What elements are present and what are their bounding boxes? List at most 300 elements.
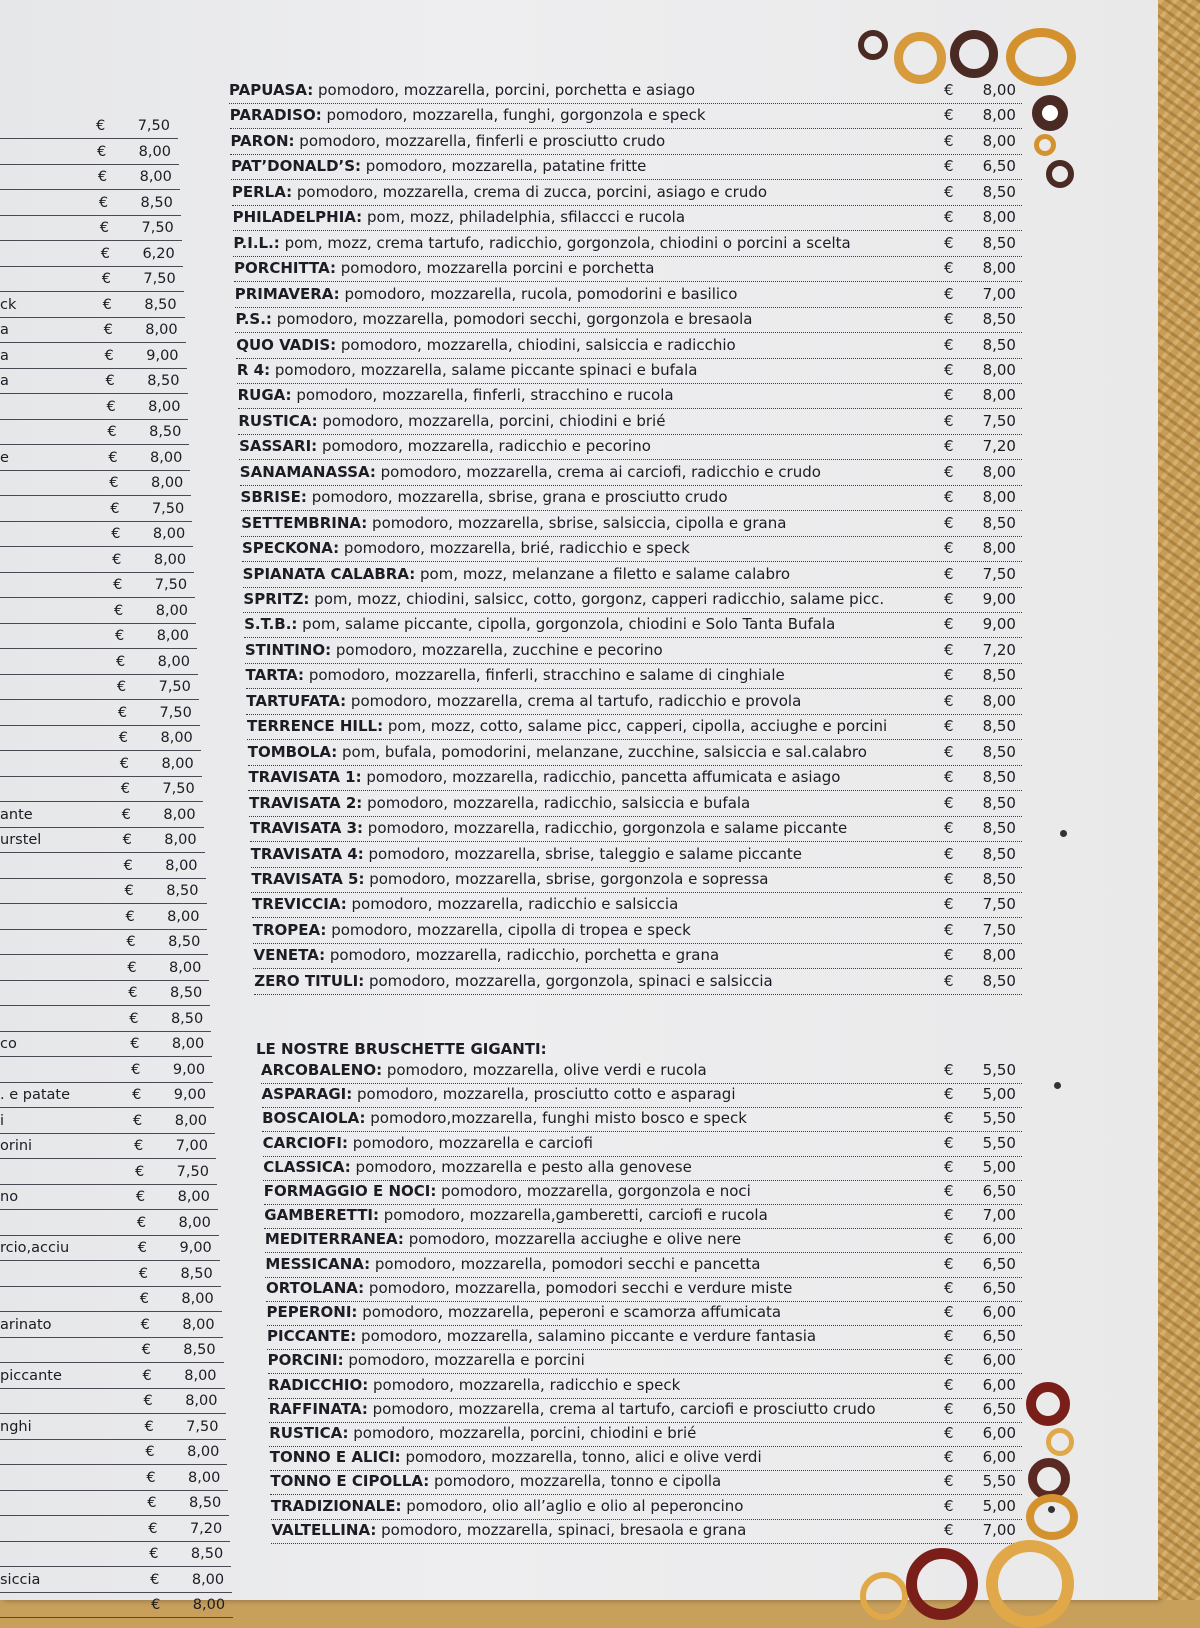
currency-symbol: € [943, 360, 954, 379]
currency-symbol: € [133, 1112, 143, 1129]
item-name-fragment: ante [0, 806, 33, 823]
item-price: 8,00 [151, 475, 184, 491]
menu-row [230, 103, 1022, 129]
item-name: PARON: [230, 131, 295, 150]
screw-head [1048, 1506, 1055, 1513]
item-price: 8,00 [160, 730, 193, 746]
item-price: 7,50 [982, 564, 1016, 583]
menu-row [245, 638, 1022, 664]
item-name: PAPUASA: [229, 81, 314, 99]
currency-symbol: € [130, 1036, 140, 1052]
currency-symbol: € [943, 920, 954, 939]
item-description: pomodoro, mozzarella, porcini, chiodini e brié [317, 411, 666, 430]
currency-symbol: € [150, 1571, 160, 1588]
item-description: pomodoro, mozzarella, gorgonzola e noci [436, 1182, 751, 1200]
item-name-fragment: a [0, 373, 9, 389]
left-menu-row [0, 777, 203, 802]
menu-row [262, 1082, 1022, 1108]
currency-symbol: € [943, 233, 954, 252]
item-name: PICCANTE: [267, 1327, 357, 1346]
currency-symbol: € [943, 437, 954, 456]
currency-symbol: € [943, 513, 954, 532]
currency-symbol: € [127, 959, 137, 976]
left-menu-row [0, 267, 184, 292]
item-name-fragment: e [0, 449, 9, 466]
item-price: 7,20 [189, 1520, 223, 1537]
left-menu-row [0, 1058, 213, 1083]
item-price: 8,00 [982, 360, 1016, 379]
item-description: pomodoro, mozzarella, prosciutto cotto e asparagi [352, 1085, 736, 1104]
item-price: 8,50 [982, 869, 1016, 888]
item-description: pomodoro, mozzarella, radicchio e pecorino [317, 437, 651, 456]
left-menu-row [0, 1134, 216, 1159]
menu-row [246, 689, 1022, 715]
item-price: 6,00 [982, 1375, 1016, 1394]
item-name: PORCHITTA: [234, 259, 336, 278]
menu-row [265, 1252, 1022, 1278]
left-menu-row [0, 1007, 211, 1032]
left-menu-row [0, 1338, 224, 1363]
item-price: 8,00 [163, 806, 196, 823]
left-menu-row [0, 1593, 233, 1618]
item-description: pomodoro, mozzarella, tonno e cipolla [429, 1472, 722, 1491]
ring-decoration [1032, 95, 1068, 131]
item-price: 7,20 [982, 640, 1016, 659]
item-description: pomodoro, mozzarella e porcini [343, 1351, 585, 1370]
currency-symbol: € [104, 347, 114, 364]
left-menu-row [0, 1287, 222, 1312]
currency-symbol: € [118, 730, 129, 746]
left-menu-row [0, 650, 198, 675]
menu-row [243, 562, 1022, 588]
currency-symbol: € [943, 1520, 954, 1539]
item-price: 8,00 [148, 398, 181, 415]
left-menu-row [0, 140, 179, 165]
currency-symbol: € [119, 755, 129, 772]
item-price: 8,00 [167, 908, 200, 925]
item-price: 8,00 [982, 106, 1016, 125]
currency-symbol: € [943, 1109, 954, 1128]
item-description: pomodoro, mozzarella e carciofi [347, 1133, 593, 1152]
item-name: TROPEA: [252, 920, 327, 939]
item-description: pomodoro, mozzarella, salame piccante spinaci e bufala [270, 360, 698, 379]
item-name-fragment: orini [0, 1138, 33, 1154]
item-price: 8,50 [170, 1010, 204, 1027]
currency-symbol: € [943, 895, 954, 914]
menu-row [233, 231, 1022, 257]
item-name: CARCIOFI: [262, 1133, 348, 1152]
item-name-fragment: no [0, 1189, 19, 1205]
currency-symbol: € [142, 1367, 152, 1384]
item-name: S.T.B.: [244, 615, 298, 634]
item-price: 8,50 [982, 971, 1016, 990]
item-description: pom, mozz, cotto, salame picc, capperi, cipolla, acciughe e porcini [383, 717, 888, 736]
item-price: 7,50 [176, 1163, 209, 1180]
item-description: pomodoro, mozzarella, porcini, chiodini e brié [348, 1424, 697, 1442]
item-name: TARTUFATA: [246, 691, 347, 710]
item-description: pomodoro, mozzarella porcini e porchetta [336, 259, 655, 278]
currency-symbol: € [128, 985, 138, 1001]
currency-symbol: € [944, 81, 954, 99]
currency-symbol: € [943, 819, 954, 838]
menu-row [233, 205, 1022, 231]
item-price: 7,50 [162, 781, 195, 797]
currency-symbol: € [943, 106, 954, 125]
currency-symbol: € [145, 1444, 155, 1460]
left-menu-row [0, 1032, 212, 1057]
item-name: TOMBOLA: [247, 742, 338, 761]
left-menu-row [0, 548, 194, 573]
item-name: TERRENCE HILL: [247, 717, 384, 736]
item-price: 9,00 [982, 615, 1016, 634]
item-name: TONNO E ALICI: [269, 1448, 401, 1467]
item-price: 6,50 [982, 1278, 1016, 1297]
item-price: 8,50 [982, 310, 1016, 329]
currency-symbol: € [115, 653, 126, 670]
item-price: 8,00 [164, 832, 197, 848]
item-description: pomodoro, mozzarella, sbrise, salsiccia, cipolla e grana [367, 513, 787, 532]
item-price: 8,00 [152, 526, 186, 542]
item-name: SPECKONA: [241, 539, 340, 558]
item-price: 8,00 [182, 1316, 215, 1333]
ring-decoration [1034, 134, 1056, 156]
currency-symbol: € [943, 1472, 954, 1491]
left-menu-row [0, 471, 191, 496]
menu-row [261, 1058, 1022, 1084]
item-price: 7,50 [158, 679, 191, 695]
item-description: pomodoro, mozzarella, salamino piccante e verdure fantasia [356, 1327, 817, 1346]
item-price: 8,00 [982, 691, 1016, 710]
item-price: 8,00 [187, 1444, 220, 1460]
currency-symbol: € [101, 271, 111, 287]
item-price: 8,00 [171, 1036, 205, 1052]
item-price: 8,00 [982, 488, 1016, 507]
item-price: 5,50 [982, 1061, 1016, 1079]
left-menu-row [0, 1466, 228, 1491]
item-name: QUO VADIS: [236, 335, 337, 354]
currency-symbol: € [116, 679, 127, 695]
item-name-fragment: a [0, 347, 9, 364]
item-price: 7,50 [143, 271, 176, 287]
ring-decoration [1006, 28, 1076, 86]
currency-symbol: € [943, 488, 954, 507]
currency-symbol: € [943, 844, 954, 863]
menu-row [247, 714, 1022, 740]
menu-row [231, 154, 1022, 180]
menu-row [270, 1469, 1022, 1495]
item-name: TREVICCIA: [252, 895, 347, 914]
currency-symbol: € [943, 1206, 954, 1225]
item-description: pom, mozz, chiodini, salsicc, cotto, gorgonz, capperi radicchio, salame picc. [309, 590, 885, 608]
item-name-fragment: urstel [0, 832, 42, 848]
currency-symbol: € [117, 704, 128, 721]
left-menu-row [0, 905, 207, 930]
menu-row [239, 434, 1022, 460]
ring-decoration [894, 32, 946, 84]
item-price: 7,50 [159, 704, 192, 721]
item-description: pomodoro, mozzarella, patatine fritte [361, 157, 647, 176]
item-name: SASSARI: [239, 437, 318, 456]
currency-symbol: € [943, 1375, 954, 1394]
item-name: P.S.: [235, 310, 272, 329]
menu-row [271, 1494, 1022, 1520]
item-price: 8,00 [982, 208, 1016, 227]
menu-row [267, 1300, 1023, 1326]
item-description: pom, mozz, philadelphia, sfilaccci e rucola [362, 208, 686, 227]
currency-symbol: € [131, 1061, 141, 1078]
item-price: 8,00 [982, 131, 1016, 150]
currency-symbol: € [943, 971, 954, 990]
item-name: BOSCAIOLA: [262, 1109, 366, 1128]
currency-symbol: € [943, 1254, 954, 1273]
currency-symbol: € [943, 1399, 954, 1418]
left-menu-row [0, 956, 209, 981]
item-price: 8,50 [168, 934, 201, 950]
menu-row [234, 256, 1022, 282]
item-price: 8,50 [982, 793, 1016, 812]
item-name: TARTA: [245, 666, 305, 685]
menu-row [229, 78, 1022, 104]
currency-symbol: € [108, 449, 118, 466]
item-price: 8,50 [183, 1342, 216, 1358]
currency-symbol: € [114, 602, 124, 619]
menu-row [264, 1203, 1022, 1229]
menu-row [271, 1518, 1022, 1544]
item-price: 8,00 [161, 755, 194, 772]
currency-symbol: € [105, 373, 115, 389]
currency-symbol: € [125, 908, 135, 925]
item-price: 5,50 [982, 1133, 1016, 1152]
item-description: pomodoro, mozzarella, gorgonzola, spinaci e salsiccia [364, 971, 773, 990]
item-description: pomodoro, mozzarella, olive verdi e rucola [382, 1061, 707, 1079]
item-description: pomodoro, mozzarella, porcini, porchetta e asiago [313, 81, 696, 99]
currency-symbol: € [106, 398, 116, 415]
item-price: 8,50 [982, 768, 1016, 787]
left-menu-row [0, 1568, 232, 1593]
currency-symbol: € [943, 539, 954, 558]
currency-symbol: € [138, 1265, 148, 1282]
menu-row [248, 765, 1022, 791]
item-description: pomodoro, mozzarella, chiodini, salsiccia e radicchio [336, 335, 736, 354]
item-description: pomodoro, mozzarella, brié, radicchio e speck [339, 539, 690, 558]
item-name-fragment: ck [0, 296, 17, 313]
menu-row [253, 918, 1022, 944]
currency-symbol: € [943, 1133, 954, 1152]
item-description: pomodoro, mozzarella, crema al tartufo, carciofi e prosciutto crudo [367, 1399, 876, 1418]
currency-symbol: € [110, 500, 120, 517]
left-menu-row [0, 497, 192, 522]
currency-symbol: € [107, 424, 117, 440]
currency-symbol: € [121, 806, 131, 823]
item-description: pomodoro, mozzarella,gamberetti, carciofi e rucola [379, 1206, 768, 1225]
item-price: 8,00 [174, 1112, 208, 1129]
item-name: MESSICANA: [265, 1254, 371, 1273]
menu-row [249, 791, 1022, 817]
currency-symbol: € [112, 551, 122, 568]
left-menu-row [0, 930, 208, 955]
item-name: TRADIZIONALE: [270, 1496, 402, 1515]
item-description: pomodoro, mozzarella, radicchio, salsiccia e bufala [362, 793, 751, 812]
item-description: pomodoro, mozzarella, finferli, stracchino e salame di cinghiale [304, 666, 785, 685]
left-menu-row [0, 293, 185, 318]
menu-row [268, 1373, 1022, 1399]
item-price: 8,50 [982, 182, 1016, 201]
item-description: pomodoro, mozzarella, crema di zucca, porcini, asiago e crudo [292, 182, 768, 201]
currency-symbol: € [943, 869, 954, 888]
currency-symbol: € [151, 1597, 161, 1613]
menu-row [244, 612, 1022, 638]
item-description: pomodoro, mozzarella, spinaci, bresaola e grana [376, 1520, 747, 1539]
item-price: 6,00 [982, 1351, 1016, 1370]
item-price: 9,00 [179, 1240, 212, 1256]
currency-symbol: € [943, 310, 954, 329]
item-price: 6,20 [142, 245, 175, 262]
item-price: 8,50 [144, 296, 177, 313]
item-price: 5,00 [982, 1157, 1016, 1176]
currency-symbol: € [943, 1327, 954, 1346]
left-menu-row [0, 1109, 215, 1134]
item-description: pomodoro, mozzarella, radicchio, pancetta affumicata e asiago [361, 768, 841, 787]
item-price: 5,50 [982, 1472, 1016, 1491]
left-menu-row [0, 573, 195, 598]
currency-symbol: € [126, 934, 136, 950]
currency-symbol: € [132, 1087, 142, 1103]
currency-symbol: € [944, 1182, 954, 1200]
left-menu-row [0, 191, 181, 216]
left-menu-row [0, 1415, 226, 1440]
item-name: GAMBERETTI: [264, 1206, 380, 1225]
left-menu-row [0, 1517, 230, 1542]
ring-decoration [906, 1548, 978, 1620]
item-price: 8,50 [149, 424, 182, 440]
menu-row [237, 358, 1022, 384]
left-menu-row [0, 395, 188, 420]
menu-row [246, 663, 1022, 689]
item-description: pom, mozz, crema tartufo, radicchio, gorgonzola, chiodini o porcini a scelta [279, 233, 851, 252]
item-name: PEPERONI: [266, 1303, 358, 1321]
item-price: 8,00 [982, 539, 1016, 558]
item-name: ASPARAGI: [261, 1085, 353, 1104]
item-description: pomodoro, mozzarella, pomodori secchi, gorgonzola e bresaola [271, 310, 753, 329]
item-description: pomodoro, mozzarella, rucola, pomodorini e basilico [339, 284, 738, 303]
currency-symbol: € [146, 1469, 156, 1486]
currency-symbol: € [140, 1316, 150, 1333]
item-price: 7,50 [982, 895, 1016, 914]
currency-symbol: € [96, 118, 106, 134]
menu-row [251, 842, 1022, 868]
left-menu-row [0, 1262, 221, 1287]
currency-symbol: € [134, 1163, 145, 1180]
item-price: 7,50 [151, 500, 185, 517]
menu-row [268, 1348, 1022, 1374]
item-name: PERLA: [231, 182, 293, 201]
item-name: RAFFINATA: [268, 1399, 368, 1418]
currency-symbol: € [943, 1496, 954, 1515]
currency-symbol: € [943, 615, 954, 634]
currency-symbol: € [113, 577, 123, 593]
item-price: 6,50 [982, 1327, 1016, 1346]
item-price: 9,00 [982, 590, 1016, 608]
cork-board-edge [1158, 0, 1200, 1600]
currency-symbol: € [943, 1448, 954, 1467]
item-name: RUSTICA: [269, 1424, 349, 1442]
item-description: pomodoro, mozzarella, sbrise, taleggio e salame piccante [363, 844, 802, 863]
left-menu-row [0, 522, 193, 547]
item-description: pomodoro,mozzarella, funghi misto bosco e speck [365, 1109, 747, 1128]
currency-symbol: € [943, 1230, 954, 1249]
currency-symbol: € [99, 220, 110, 236]
currency-symbol: € [144, 1418, 154, 1435]
item-description: pom, mozz, melanzane a filetto e salame calabro [415, 564, 790, 583]
item-name: MEDITERRANEA: [264, 1230, 404, 1249]
item-price: 8,50 [982, 819, 1016, 838]
left-menu-row [0, 879, 207, 904]
item-description: pomodoro, mozzarella, finferli e prosciutto crudo [294, 131, 666, 150]
item-price: 7,00 [175, 1138, 208, 1154]
currency-symbol: € [143, 1393, 153, 1409]
item-name: RADICCHIO: [268, 1375, 369, 1394]
item-price: 8,50 [982, 844, 1016, 863]
item-description: pomodoro, mozzarella, radicchio, porchetta e grana [325, 946, 720, 965]
menu-row [242, 536, 1022, 562]
left-menu-row [0, 242, 183, 267]
item-description: pomodoro, olio all’aglio e olio al peperoncino [401, 1496, 744, 1515]
left-menu-row [0, 165, 180, 190]
item-description: pomodoro, mozzarella, pomodori secchi e pancetta [370, 1254, 761, 1273]
currency-symbol: € [944, 1424, 954, 1442]
item-price: 7,20 [982, 437, 1016, 456]
item-name: SANAMANASSA: [239, 462, 376, 481]
item-name: TRAVISATA 1: [248, 768, 362, 787]
item-price: 8,50 [982, 666, 1016, 685]
ring-decoration [858, 30, 888, 60]
item-price: 5,00 [982, 1085, 1016, 1104]
item-price: 8,00 [191, 1571, 225, 1588]
currency-symbol: € [124, 883, 134, 899]
currency-symbol: € [100, 245, 110, 262]
item-description: pomodoro, mozzarella, crema al tartufo, radicchio e provola [346, 691, 802, 710]
item-name: SBRISE: [240, 488, 307, 507]
item-name-fragment: co [0, 1036, 17, 1052]
currency-symbol: € [111, 526, 121, 542]
item-price: 7,50 [982, 920, 1016, 939]
item-description: pomodoro, mozzarella, peperoni e scamorza affumicata [357, 1303, 782, 1321]
left-menu-row [0, 726, 201, 751]
item-price: 9,00 [173, 1087, 207, 1103]
currency-symbol: € [943, 666, 954, 685]
item-description: pomodoro, mozzarella, sbrise, grana e prosciutto crudo [306, 488, 728, 507]
left-menu-row [0, 446, 190, 471]
menu-row [236, 333, 1022, 359]
currency-symbol: € [943, 284, 954, 303]
item-price: 8,00 [157, 653, 190, 670]
item-name: TRAVISATA 2: [249, 793, 363, 812]
currency-symbol: € [944, 717, 954, 736]
item-price: 8,00 [192, 1597, 226, 1613]
currency-symbol: € [129, 1010, 139, 1027]
item-price: 6,50 [982, 157, 1016, 176]
menu-row [254, 969, 1022, 995]
currency-symbol: € [103, 322, 113, 338]
item-name: ORTOLANA: [265, 1278, 365, 1297]
left-menu-row [0, 854, 206, 879]
item-price: 8,00 [177, 1189, 210, 1205]
item-price: 8,50 [180, 1265, 213, 1282]
item-description: pomodoro, mozzarella, cipolla di tropea e speck [326, 920, 691, 939]
ring-decoration [986, 1540, 1074, 1628]
currency-symbol: € [944, 1061, 954, 1079]
item-price: 8,00 [982, 462, 1016, 481]
